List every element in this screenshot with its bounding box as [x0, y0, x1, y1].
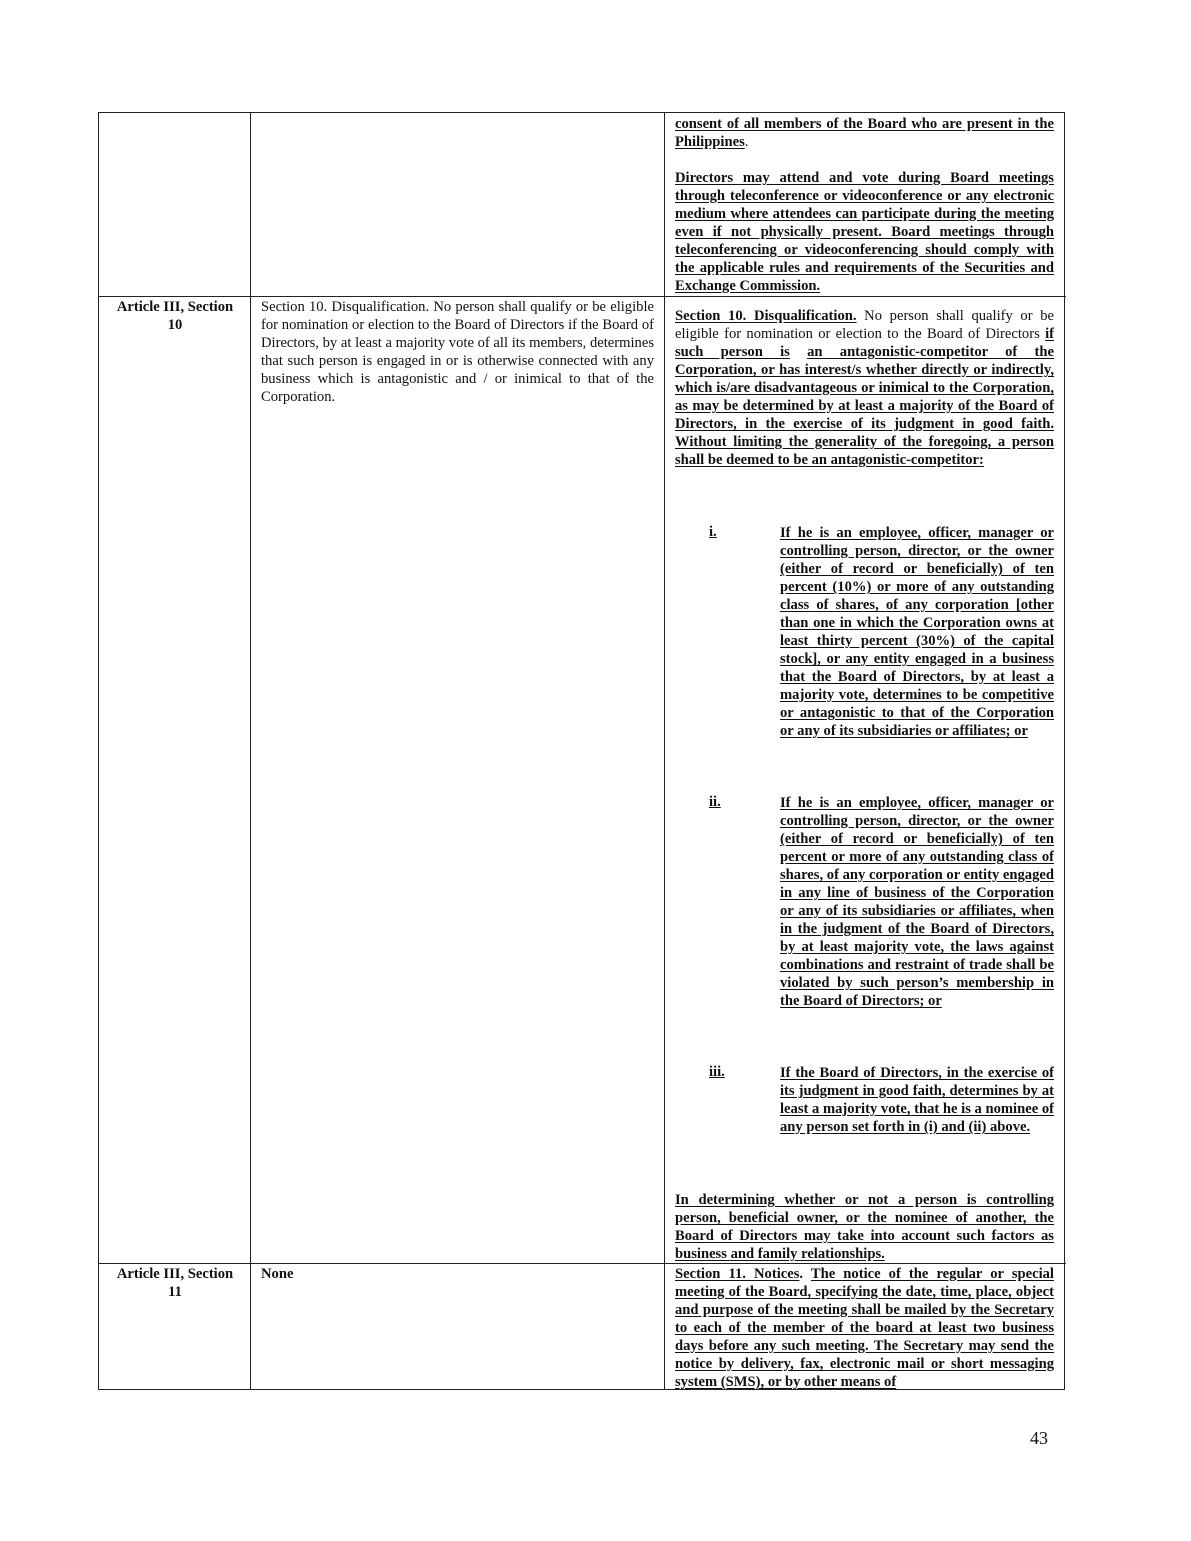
disqualification-heading: Section 10. Disqualification. [675, 308, 857, 324]
disqualification-plain: No person shall qualify or be eligible for nomination or election to the Board of Directors [675, 308, 1055, 342]
column-divider-1 [250, 112, 251, 1390]
row3-old-text [261, 1265, 654, 1283]
notices-body: The notice of the regular or special meeting of the Board, specifying the date, time, place, object and purpose of the meeting shall be mailed by the Secretary to each of the member of the board at least two business days before any such meeting. The Secretary may send the notice by delivery, fax, electronic mail or short messaging system (SMS), or by other means of [675, 1266, 1054, 1390]
article-label-line2: 10 [167, 317, 183, 333]
item-number: i. [709, 524, 717, 540]
teleconference-paragraph: Directors may attend and vote during Board meetings through teleconference or videoconference or any electronic medium where attendees can participate during the meeting even if not physically present. Board meetings through teleconferencing or videoconferencing should comply with the applicable rules and requirements of the Securities and Exchange Commission. [675, 170, 1054, 294]
row2-article-label [100, 298, 250, 334]
consent-text: consent of all members of the Board who are present in the Philippines [675, 116, 1054, 150]
disqualification-underlined-1: if such person is [675, 326, 1054, 360]
row-divider-2 [98, 1263, 1066, 1264]
disqualification-underlined-2: an antagonistic-competitor of the Corporation, or has interest/s whether directly or indirectly, which is/are disadvantageous or inimical to the Corporation, as may be determined by at least a majority of the Board of Directors, in the exercise of its judgment in good faith. Without limiting the generality of the foregoing, a person shall be deemed to be an antagonistic-competitor: [675, 344, 1054, 468]
item-text: If he is an employee, officer, manager or controlling person, director, or the owner (either of record or beneficially) of ten percent or more of any outstanding class of shares, of any corporation or entity engaged in any line of business of the Corporation or any of its subsidiaries or affiliates, when in the judgment of the Board of Directors, by at least majority vote, the laws against combinations and restraint of trade shall be violated by such person’s membership in the Board of Directors; or [780, 795, 1054, 1009]
row3-new-text [675, 1265, 1054, 1391]
notices-heading: Section 11. Notices [675, 1266, 800, 1282]
item-number: iii. [709, 1064, 725, 1080]
row2-new-text [675, 307, 1054, 469]
item-number: ii. [709, 794, 721, 810]
consent-period: . [744, 134, 749, 150]
old-disqualification-text: Section 10. Disqualification. No person shall qualify or be eligible for nomination or election to the Board of Directors if the Board of Directors, by at least a majority vote of all its members, determines that such person is engaged in or is otherwise connected with any business which is antagonistic and / or inimical to that of the Corporation. [261, 299, 654, 405]
row2-old-text [261, 298, 654, 406]
row-divider-1 [98, 296, 1066, 297]
item-text: If he is an employee, officer, manager or controlling person, director, or the owner (either of record or beneficially) of ten percent (10%) or more of any outstanding class of shares, of any corporation [other than one in which the Corporation owns at least thirty percent (30%) of the capital stock], or any entity engaged in a business that the Board of Directors, by at least a majority vote, determines to be competitive or antagonistic to that of the Corporation or any of its subsidiaries or affiliates; or [780, 525, 1054, 739]
old-none-text: None [261, 1266, 294, 1282]
row3-article-label [100, 1265, 250, 1301]
column-divider-2 [664, 112, 665, 1390]
spacer [803, 1266, 811, 1282]
spacer [790, 344, 807, 360]
closing-paragraph: In determining whether or not a person is controlling person, beneficial owner, or the nominee of another, the Board of Directors may take into account such factors as business and family relationships. [675, 1192, 1054, 1262]
article-label-line1: Article III, Section [116, 1266, 234, 1282]
row1-new-text [675, 115, 1054, 295]
article-label-line1: Article III, Section [116, 299, 234, 315]
article-label-line2: 11 [168, 1284, 182, 1300]
row2-closing-text [675, 1191, 1054, 1263]
item-text: If the Board of Directors, in the exercise of its judgment in good faith, determines by at least a majority vote, that he is a nominee of any person set forth in (i) and (ii) above. [780, 1065, 1054, 1135]
notices-dot: . [799, 1266, 804, 1282]
page-number: 43 [1030, 1428, 1048, 1448]
